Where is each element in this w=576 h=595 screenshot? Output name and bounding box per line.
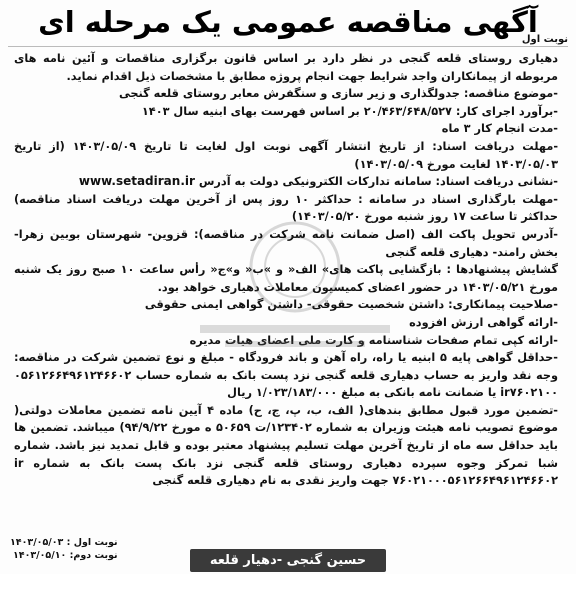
- item-vat: -ارائه گواهی ارزش افزوده: [409, 315, 558, 329]
- item-doc-deadline: -مهلت دریافت اسناد: از تاریخ انتشار آگهی نوبت اول لغایت تا تاریخ ۱۴۰۳/۰۵/۰۹ (از تاریخ ۱۴۰۳/۰۵/۰۳ لغایت مورخ ۱۴۰۳/۰۵/۰۹): [14, 139, 559, 171]
- doc-address-label: -نشانی دریافت اسناد: سامانه تدارکات الکترونیکی دولت به آدرس: [198, 175, 558, 189]
- publication-dates: [10, 536, 118, 562]
- second-round-date: نوبت دوم: ۱۴۰۳/۰۵/۱۰: [12, 550, 118, 561]
- divider: [8, 46, 568, 47]
- item-guarantee: -حداقل گواهی پایه ۵ ابنیه یا راه، راه آهن و باند فرودگاه - مبلغ و نوع تضمین شرکت در مناقصه: وجه نقد واریز به حساب دهیاری قلعه گنجی نزد پست بانک به شماره حساب ۰۵۶۱۲۶۶۴۹۶۱۲۴۶۶۰۲ ir۷۶۰۲۱۰۰ یا ضمانت نامه بانکی به مبلغ ۱/۰۲۳/۱۸۳/۰۰۰ ریال: [14, 351, 558, 400]
- item-guarantee-terms: -تضمین مورد قبول مطابق بندهای( الف، ب، پ، ج، ح) ماده ۴ آیین نامه تضمین معاملات دولتی( موضوع تصویب نامه هیئت وزیران به شماره ۱۲۳۴۰۲/ت ۵۰۶۵۹ ه مورخ ۹۴/۹/۲۲) میباشد. تضمین ها باید حداقل سه ماه از تاریخ آخرین مهلت تسلیم پیشنهاد معتبر بوده و قابل تمدید نیز باشد. شماره شبا تمرکز وجوه سپرده دهیاری روستای قلعه گنجی نزد بانک پست بانک به شماره ir ۷۶۰۲۱۰۰۰۵۶۱۲۶۶۴۹۶۱۲۴۶۶۰۲ جهت واریز نقدی به نام دهیاری قلعه گنجی: [14, 403, 558, 488]
- signature-bar: حسین گنجی -دهیار قلعه گنجی: [190, 549, 386, 572]
- item-opening: گشایش پیشنهادها : بازگشایی پاکت های» الف« و »ب« و»ج« رأس ساعت ۱۰ صبح روز یک شنبه مورخ ۱۴۰۳/۰۵/۲۱ در حضور اعضای کمیسیون معاملات دهیاری خواهد بود.: [14, 263, 558, 294]
- item-doc-address: [14, 173, 558, 191]
- item-estimate: -برآورد اجرای کار: ۲۰/۴۶۳/۶۴۸/۵۲۷ بر اساس فهرست بهای ابنیه سال ۱۴۰۳: [141, 104, 558, 118]
- item-upload-deadline: -مهلت بارگذاری اسناد در سامانه : حداکثر ۱۰ روز پس از آخرین مهلت دریافت اسناد مناقصه) حداکثر تا ساعت ۱۷ روز شنبه مورخ ۱۴۰۳/۰۵/۲۰): [14, 192, 558, 224]
- item-qualification: -صلاحیت پیمانکاری: داشتن شخصیت حقوقی- داشتن گواهی ایمنی حقوقی: [144, 298, 558, 312]
- setad-url-link[interactable]: www.setadiran.ir: [78, 174, 195, 189]
- item-id-copies: -ارائه کپی تمام صفحات شناسنامه و کارت ملی اعضای هیات مدیره: [189, 333, 558, 347]
- notice-title: آگهی مناقصه عمومی یک مرحله ای: [38, 5, 538, 39]
- first-round-date: نوبت اول : ۱۴۰۳/۰۵/۰۳: [10, 537, 118, 548]
- item-subject: -موضوع مناقصه: جدولگذاری و زیر سازی و سنگفرش معابر روستای قلعه گنجی: [118, 87, 558, 101]
- item-delivery-address: -آدرس تحویل پاکت الف (اصل ضمانت نامه شرکت در مناقصه): قزوین- شهرستان بوبین زهرا- بخش رامند- دهیاری قلعه گنجی: [14, 227, 558, 259]
- first-round-badge: نوبت اول: [521, 34, 568, 45]
- intro-paragraph: دهیاری روستای قلعه گنجی در نظر دارد بر اساس قانون برگزاری مناقصات و آئین نامه های مربوطه از پیمانکاران واجد شرایط جهت انجام پروژه مطابق با مشخصات ذیل اقدام نماید.: [14, 52, 558, 83]
- notice-body: [14, 50, 558, 490]
- item-duration: -مدت انجام کار ۳ ماه: [441, 122, 558, 136]
